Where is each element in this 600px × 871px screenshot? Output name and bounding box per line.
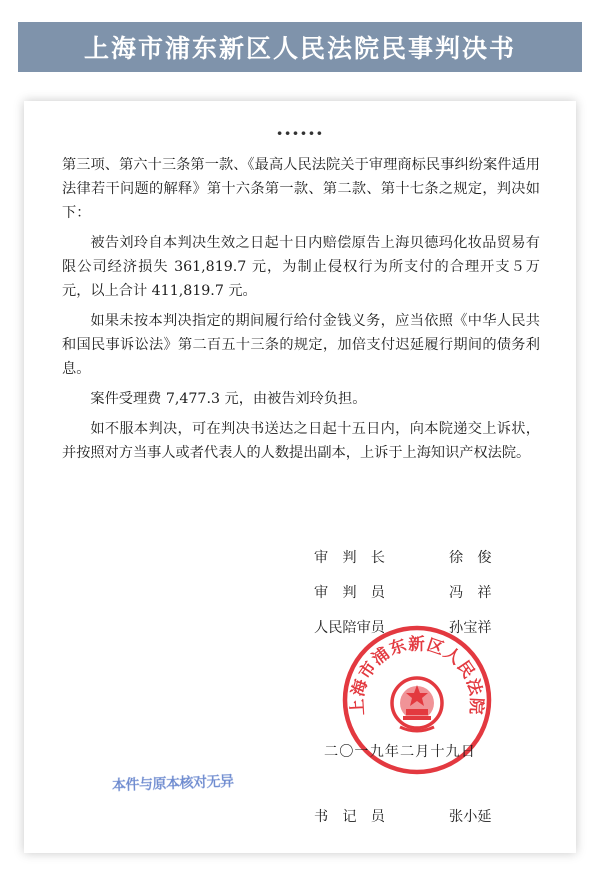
national-emblem-icon [392, 678, 442, 731]
omission-ellipsis: ······ [276, 121, 324, 145]
paragraph-legal-basis: 第三项、第六十三条第一款、《最高人民法院关于审理商标民事纠纷案件适用法律若干问题的解释》第十六条第一款、第二款、第十七条之规定，判决如下： [62, 157, 540, 221]
header-title: 上海市浦东新区人民法院民事判决书 [83, 34, 516, 63]
signature-role-presiding-judge: 审 判 长 [314, 550, 385, 566]
signature-name-clerk: 张小延 [449, 809, 492, 825]
signature-role-juror: 人民陪审员 [314, 620, 385, 636]
paragraph-case-fee: 案件受理费 7,477.3 元，由被告刘玲负担。 [90, 391, 367, 407]
document-page [24, 101, 576, 853]
copy-verified-stamp: 本件与原本核对无异 [111, 773, 234, 795]
paragraph-appeal: 如不服本判决，可在判决书送达之日起十五日内，向本院递交上诉状，并按照对方当事人或者代表人的人数提出副本，上诉于上海知识产权法院。 [62, 421, 540, 461]
signature-role-judge: 审 判 员 [314, 585, 385, 601]
paragraph-late-interest: 如果未按本判决指定的期间履行给付金钱义务，应当依照《中华人民共和国民事诉讼法》第二百五十三条的规定，加倍支付迟延履行期间的债务利息。 [62, 313, 540, 377]
header-bar [18, 22, 582, 72]
seal-text: 上海市浦东新区人民法院 [347, 634, 487, 716]
signature-name-juror: 孙宝祥 [449, 620, 492, 636]
signature-name-presiding-judge: 徐 俊 [449, 550, 492, 566]
judgment-date: 二〇一九年二月十九日 [324, 744, 476, 760]
judgment-body [62, 153, 540, 471]
signature-name-judge: 冯 祥 [449, 585, 492, 601]
paragraph-compensation: 被告刘玲自本判决生效之日起十日内赔偿原告上海贝德玛化妆品贸易有限公司经济损失 361,819.7 元，为制止侵权行为所支付的合理开支５万元，以上合计 411,819.7 元。 [62, 235, 540, 299]
signature-role-clerk: 书 记 员 [314, 809, 385, 825]
